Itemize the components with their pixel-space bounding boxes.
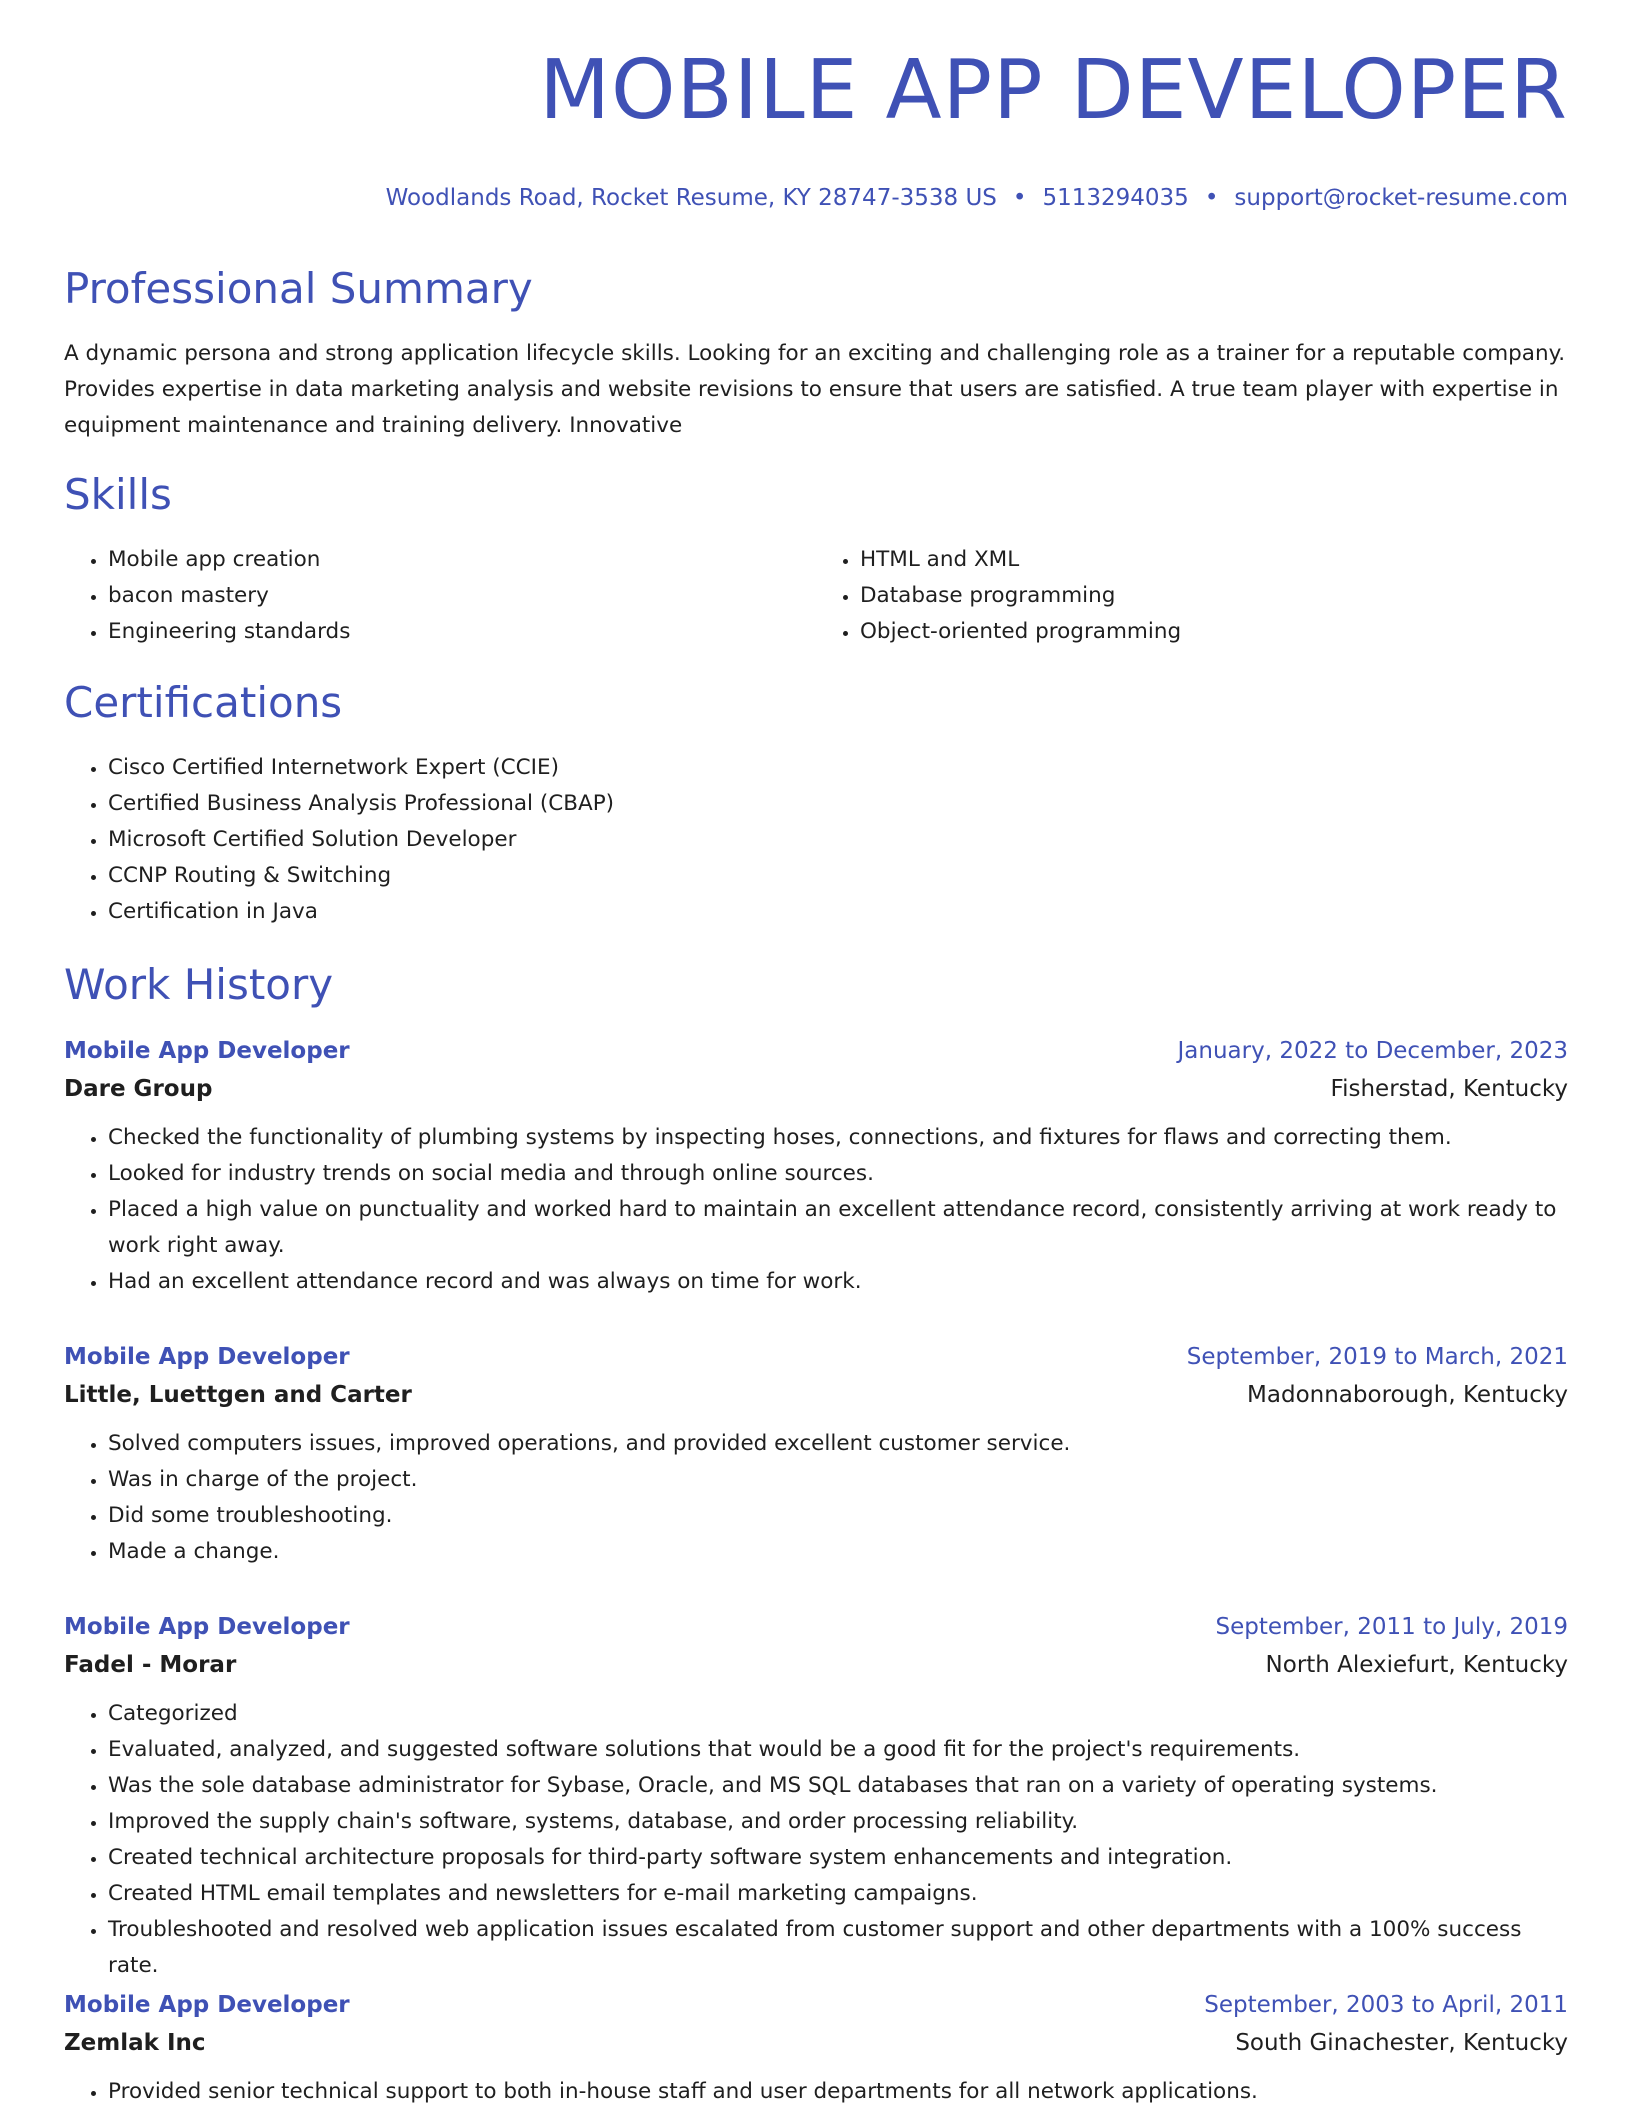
skill-item: • Engineering standards — [108, 614, 816, 650]
certification-item: • Certification in Java — [108, 894, 1568, 930]
job-dates: September, 2019 to March, 2021 — [1186, 1344, 1568, 1370]
job-title: Mobile App Developer — [64, 1344, 350, 1370]
job-location: Fisherstad, Kentucky — [1330, 1076, 1568, 1102]
job-dates: January, 2022 to December, 2023 — [1177, 1038, 1568, 1064]
job-bullet: • Checked the functionality of plumbing systems by inspecting hoses, connections, and fixtures for flaws and correcting them. — [108, 1120, 1568, 1156]
skill-item: • HTML and XML — [860, 542, 1568, 578]
certifications-heading: Certifications — [64, 678, 343, 727]
job-bullet: • Provided senior technical support to both in-house staff and user departments for all network applications. — [108, 2074, 1568, 2110]
summary-heading: Professional Summary — [64, 264, 533, 313]
job-location: Madonnaborough, Kentucky — [1247, 1382, 1568, 1408]
job-bullet: • Troubleshooted and resolved web application issues escalated from customer support and other departments with a 100% success rate. — [108, 1912, 1568, 1984]
job-bullets — [64, 2074, 1568, 2110]
certification-item: • Cisco Certified Internetwork Expert (CCIE) — [108, 750, 1568, 786]
skill-item: • Mobile app creation — [108, 542, 816, 578]
job-bullet: • Had an excellent attendance record and was always on time for work. — [108, 1264, 1568, 1300]
job-bullets — [64, 1426, 1568, 1570]
job-bullet: • Solved computers issues, improved operations, and provided excellent customer service. — [108, 1426, 1568, 1462]
skill-item: • Object-oriented programming — [860, 614, 1568, 650]
job-entry — [64, 1036, 1568, 1300]
job-entry — [64, 1612, 1568, 1984]
job-bullet: • Improved the supply chain's software, systems, database, and order processing reliability. — [108, 1804, 1568, 1840]
job-bullet: • Placed a high value on punctuality and worked hard to maintain an excellent attendance record, consistently arriving at work ready to work right away. — [108, 1192, 1568, 1264]
job-bullets — [64, 1120, 1568, 1300]
job-location: North Alexiefurt, Kentucky — [1265, 1652, 1568, 1678]
contact-address: Woodlands Road, Rocket Resume, KY 28747-3538 US — [385, 185, 997, 211]
resume-name-heading: MOBILE APP DEVELOPER — [539, 43, 1568, 138]
contact-line — [386, 183, 1568, 213]
certification-item: • Microsoft Certified Solution Developer — [108, 822, 1568, 858]
job-company: Fadel - Morar — [64, 1652, 237, 1678]
job-bullet: • Did some troubleshooting. — [108, 1498, 1568, 1534]
certifications-list — [64, 750, 1568, 930]
skills-column-right — [816, 542, 1568, 650]
contact-phone: 5113294035 — [1042, 185, 1189, 211]
job-bullet: • Created HTML email templates and newsletters for e-mail marketing campaigns. — [108, 1876, 1568, 1912]
contact-separator: • — [1012, 185, 1027, 211]
job-title: Mobile App Developer — [64, 1992, 350, 2018]
work-history-heading: Work History — [64, 960, 334, 1009]
job-dates: September, 2003 to April, 2011 — [1204, 1992, 1568, 2018]
job-bullet: • Was the sole database administrator for Sybase, Oracle, and MS SQL databases that ran on a variety of operating systems. — [108, 1768, 1568, 1804]
job-location: South Ginachester, Kentucky — [1235, 2030, 1568, 2056]
job-company: Zemlak Inc — [64, 2030, 206, 2056]
job-bullets — [64, 1696, 1568, 1984]
job-dates: September, 2011 to July, 2019 — [1215, 1614, 1568, 1640]
skills-list — [64, 542, 1568, 650]
job-bullet: • Looked for industry trends on social media and through online sources. — [108, 1156, 1568, 1192]
certification-item: • CCNP Routing & Switching — [108, 858, 1568, 894]
job-company: Dare Group — [64, 1076, 213, 1102]
job-bullet: • Was in charge of the project. — [108, 1462, 1568, 1498]
skill-item: • Database programming — [860, 578, 1568, 614]
skills-heading: Skills — [64, 470, 172, 519]
job-company: Little, Luettgen and Carter — [64, 1382, 412, 1408]
job-title: Mobile App Developer — [64, 1614, 350, 1640]
job-entry — [64, 1342, 1568, 1570]
contact-separator: • — [1204, 185, 1219, 211]
job-bullet: • Made a change. — [108, 1534, 1568, 1570]
job-bullet: • Created technical architecture proposals for third-party software system enhancements and integration. — [108, 1840, 1568, 1876]
skill-item: • bacon mastery — [108, 578, 816, 614]
job-entry — [64, 1990, 1568, 2110]
job-title: Mobile App Developer — [64, 1038, 350, 1064]
skills-column-left — [64, 542, 816, 650]
job-bullet: • Categorized — [108, 1696, 1568, 1732]
certification-item: • Certified Business Analysis Professional (CBAP) — [108, 786, 1568, 822]
contact-email: support@rocket-resume.com — [1234, 185, 1568, 211]
summary-text: A dynamic persona and strong application lifecycle skills. Looking for an exciting and challenging role as a trainer for a reputable company. Provides expertise in data marketing analysis and website revisions to ensure that users are satisfied. A true team player with expertise in equipment maintenance and training delivery. Innovative — [64, 341, 1566, 438]
job-bullet: • Evaluated, analyzed, and suggested software solutions that would be a good fit for the project's requirements. — [108, 1732, 1568, 1768]
